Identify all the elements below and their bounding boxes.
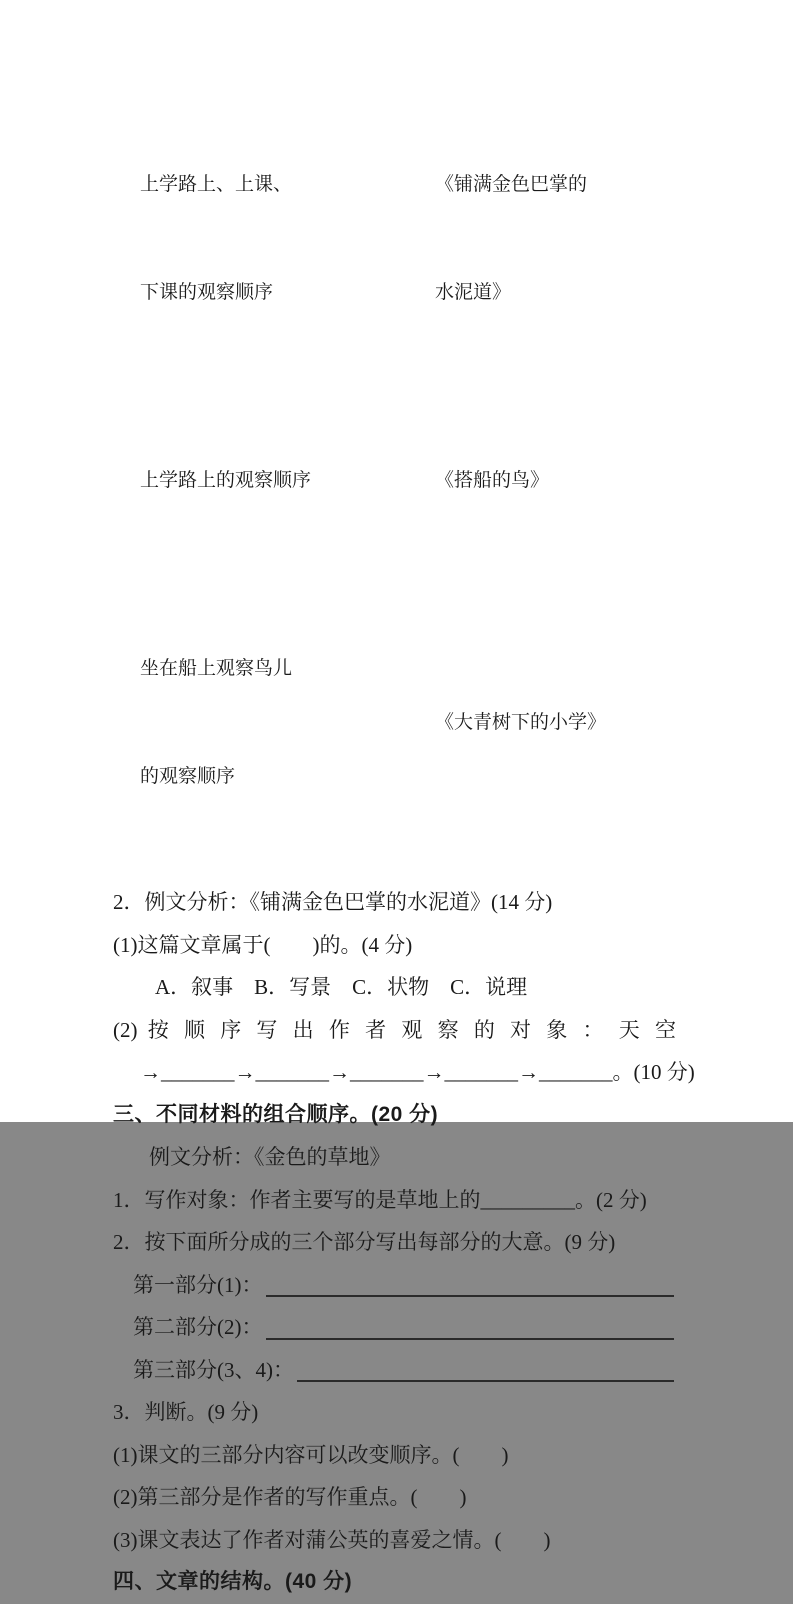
question-2-1-options: A．叙事 B．写景 C．状物 C．说理 — [155, 975, 528, 999]
match-right-line: 《大青树下的小学》 — [435, 712, 607, 733]
part-2-label: 第二部分(2)： — [133, 1315, 263, 1339]
match-right-item — [435, 391, 676, 571]
match-row-2 — [140, 391, 676, 571]
match-left-line: 下课的观察顺序 — [140, 282, 274, 303]
part-2-answer-blank — [266, 1337, 675, 1340]
match-row-1 — [140, 95, 676, 383]
match-left-item — [140, 391, 435, 571]
match-right-line: 水泥道》 — [435, 282, 512, 303]
part-2-row — [113, 1306, 676, 1349]
question-2-title: 2．例文分析：《铺满金色巴掌的水泥道》(14 分) — [113, 890, 553, 914]
match-left-item — [140, 95, 435, 383]
match-left-line: 上学路上的观察顺序 — [140, 470, 312, 491]
match-right-line: 《搭船的鸟》 — [435, 470, 550, 491]
match-left-line: 的观察顺序 — [140, 766, 236, 787]
match-left-item — [140, 579, 435, 867]
judgement-1: (1)课文的三部分内容可以改变顺序。( ) — [113, 1442, 509, 1467]
match-right-line: 《铺满金色巴掌的 — [435, 174, 588, 195]
question-body — [113, 881, 695, 1604]
match-left-line: 上学路上、上课、 — [140, 174, 293, 195]
match-left-line: 坐在船上观察鸟儿 — [140, 658, 293, 679]
question-2-1: (1)这篇文章属于( )的。(4 分) — [113, 932, 413, 957]
question-2-2: (2) 按 顺 序 写 出 作 者 观 察 的 对 象 ： 天 空 — [113, 1017, 676, 1042]
part-3-row — [113, 1349, 676, 1392]
part-1-row — [113, 1264, 676, 1307]
match-right-item — [435, 95, 676, 383]
worksheet-content — [113, 95, 695, 1604]
section-3-question-3: 3．判断。(9 分) — [113, 1400, 259, 1424]
judgement-2: (2)第三部分是作者的写作重点。( ) — [113, 1485, 467, 1509]
part-1-answer-blank — [266, 1294, 675, 1297]
section-4-heading: 四、文章的结构。(40 分) — [113, 1570, 353, 1593]
match-right-item — [435, 633, 676, 813]
section-3-question-2: 2．按下面所分成的三个部分写出每部分的大意。(9 分) — [113, 1230, 616, 1254]
section-3-heading: 三、不同材料的组合顺序。(20 分) — [113, 1102, 439, 1126]
part-3-label: 第三部分(3、4)： — [133, 1357, 294, 1382]
section-3-intro: 例文分析：《金色的草地》 — [149, 1145, 391, 1169]
matching-exercise — [140, 95, 676, 867]
question-2-2-blank-sequence: →_______→_______→_______→_______→_______。(10 分) — [140, 1060, 695, 1084]
part-3-answer-blank — [297, 1379, 674, 1382]
judgement-3: (3)课文表达了作者对蒲公英的喜爱之情。( ) — [113, 1527, 551, 1552]
match-row-3 — [140, 579, 676, 867]
section-3-question-1: 1．写作对象：作者主要写的是草地上的_________。(2 分) — [113, 1187, 647, 1212]
part-1-label: 第一部分(1)： — [133, 1272, 263, 1297]
